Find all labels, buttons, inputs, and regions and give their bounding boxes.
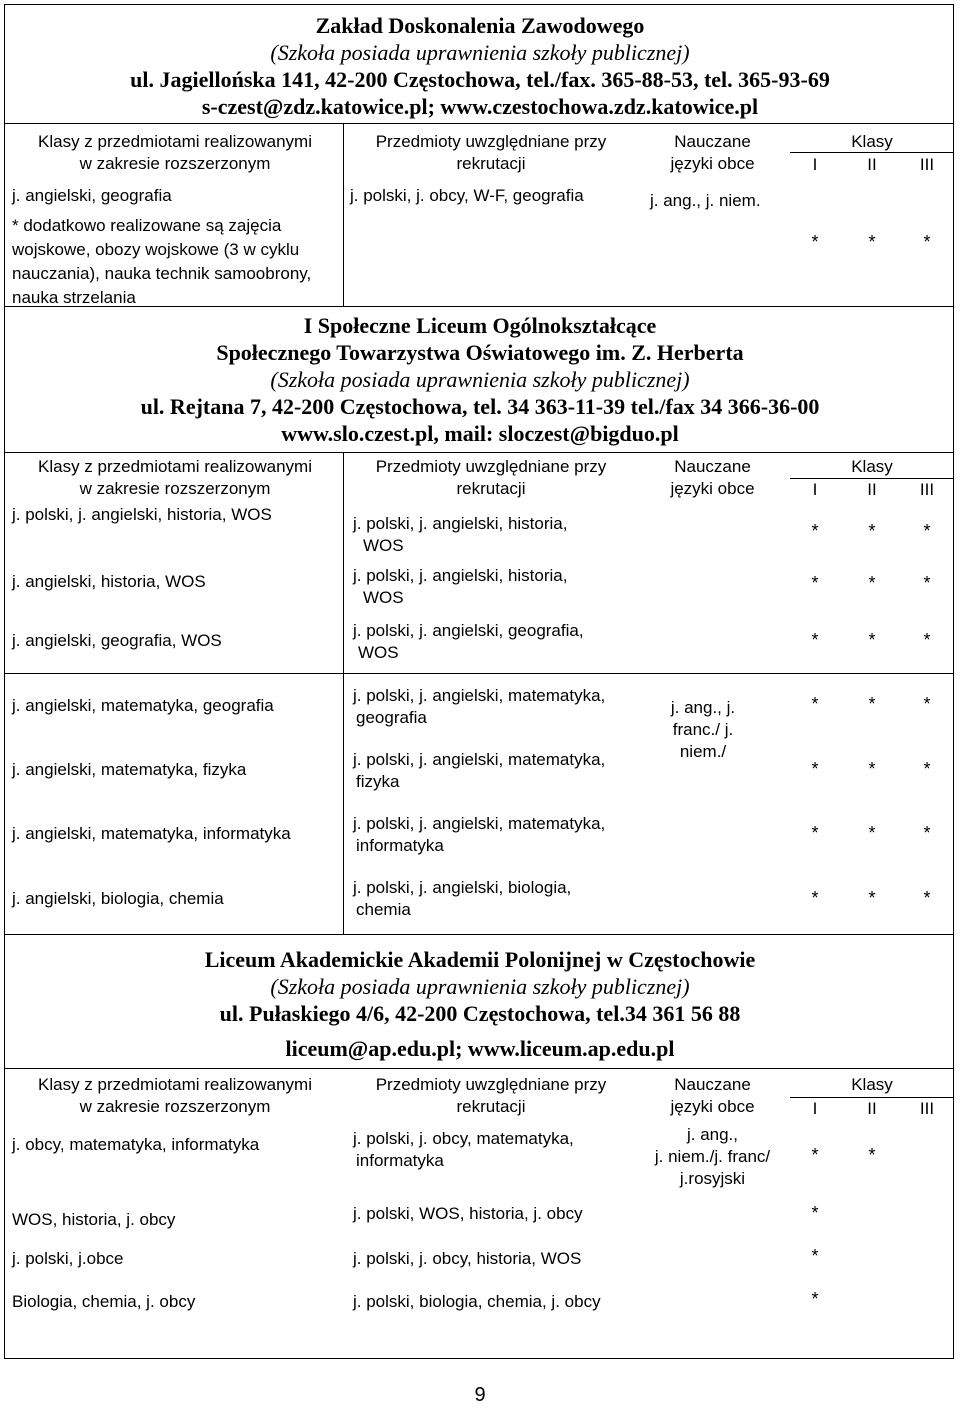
klasa-i-mark: *	[811, 1246, 819, 1266]
school-header-slo	[0, 312, 960, 447]
subjects-cell-b: WOS	[363, 588, 404, 607]
klasa-iii-mark: *	[923, 573, 931, 593]
col-header-classes	[10, 456, 340, 500]
classes-cell: j. angielski, geografia, WOS	[12, 631, 222, 650]
school-contact: www.slo.czest.pl, mail: sloczest@bigduo.pl	[281, 421, 679, 446]
header-text: Nauczane	[674, 1075, 751, 1094]
subjects-cell-b: informatyka	[356, 1151, 444, 1170]
klasa-i-mark: *	[811, 573, 819, 593]
header-text: rekrutacji	[456, 479, 526, 498]
page-number: 9	[474, 1384, 486, 1406]
subjects-cell-a: j. polski, j. obcy, matematyka,	[353, 1129, 574, 1148]
languages-cell: j. ang., j. franc./ j. niem./	[670, 698, 736, 761]
header-text: w zakresie rozszerzonym	[79, 479, 271, 498]
col-header-classes	[10, 1074, 340, 1118]
header-text: w zakresie rozszerzonym	[79, 154, 271, 173]
school-contact: liceum@ap.edu.pl; www.liceum.ap.edu.pl	[285, 1036, 675, 1061]
subjects-cell-a: j. polski, j. angielski, biologia,	[353, 878, 572, 897]
header-text: rekrutacji	[456, 1097, 526, 1116]
school-name: I Społeczne Liceum Ogólnokształcące	[303, 313, 657, 338]
divider	[5, 1068, 954, 1069]
languages-cell: j. ang., j. niem.	[650, 191, 761, 210]
classes-cell: j. angielski, historia, WOS	[12, 572, 206, 591]
school-name-2: Społecznego Towarzystwa Oświatowego im. Z. Herberta	[216, 340, 744, 365]
subjects-cell-b: WOS	[363, 536, 404, 555]
klasa-ii-mark: *	[868, 573, 876, 593]
klasa-iii-mark: *	[923, 232, 931, 252]
classes-cell: j. angielski, matematyka, fizyka	[12, 760, 247, 779]
klasa-iii-mark: *	[923, 823, 931, 843]
school-header-ap	[0, 946, 960, 1062]
col-header-k3: III	[919, 480, 935, 499]
col-header-k3: III	[919, 155, 935, 174]
school-name: Liceum Akademickie Akademii Polonijnej w Częstochowie	[204, 947, 756, 972]
subjects-cell-a: j. polski, WOS, historia, j. obcy	[353, 1204, 583, 1223]
col-header-k1: I	[812, 155, 818, 174]
subjects-cell-b: fizyka	[356, 772, 400, 791]
klasa-ii-mark: *	[868, 694, 876, 714]
col-header-k1: I	[812, 1099, 818, 1118]
col-header-classes	[10, 131, 340, 175]
classes-cell: j. angielski, matematyka, geografia	[12, 696, 274, 715]
klasa-ii-mark: *	[868, 232, 876, 252]
klasa-i-mark: *	[811, 630, 819, 650]
subjects-cell-b: WOS	[358, 643, 399, 662]
col-header-k2: II	[867, 1099, 877, 1118]
col-header-languages	[640, 456, 785, 500]
subjects-cell-a: j. polski, j. angielski, historia,	[353, 514, 568, 533]
classes-cell: j. polski, j. angielski, historia, WOS	[12, 505, 272, 524]
klasa-i-mark: *	[811, 888, 819, 908]
klasa-iii-mark: *	[923, 759, 931, 779]
classes-cell: j. angielski, matematyka, informatyka	[12, 824, 291, 843]
subjects-cell-b: chemia	[356, 900, 411, 919]
language-line: j. ang.,	[686, 1125, 739, 1144]
klasa-i-mark: *	[811, 1203, 819, 1223]
col-header-k2: II	[867, 155, 877, 174]
klasa-i-mark: *	[811, 1145, 819, 1165]
col-header-subjects	[346, 131, 636, 175]
subjects-cell: j. polski, j. obcy, W-F, geografia	[350, 186, 584, 205]
header-text: Przedmioty uwzględniane przy	[375, 132, 607, 151]
classes-cell: j. obcy, matematyka, informatyka	[12, 1135, 260, 1154]
col-header-klasy: Klasy	[851, 132, 893, 151]
divider	[5, 452, 954, 453]
header-text: języki obce	[670, 1097, 755, 1116]
klasa-i-mark: *	[811, 1289, 819, 1309]
col-header-klasy: Klasy	[851, 457, 893, 476]
header-text: Przedmioty uwzględniane przy	[375, 457, 607, 476]
klasa-i-mark: *	[811, 823, 819, 843]
klasa-ii-mark: *	[868, 823, 876, 843]
subjects-cell-b: informatyka	[356, 836, 444, 855]
language-line: j. niem./j. franc/	[654, 1147, 771, 1166]
classes-cell: j. polski, j.obce	[12, 1249, 124, 1268]
klasa-ii-mark: *	[868, 888, 876, 908]
klasa-i-mark: *	[811, 694, 819, 714]
subjects-cell-a: j. polski, j. angielski, matematyka,	[353, 814, 606, 833]
language-line: j.rosyjski	[679, 1169, 746, 1188]
school-name: Zakład Doskonalenia Zawodowego	[315, 13, 645, 38]
classes-cell: j. angielski, geografia	[12, 186, 172, 205]
col-header-k3: III	[919, 1099, 935, 1118]
school-address: ul. Pułaskiego 4/6, 42-200 Częstochowa, tel.34 361 56 88	[219, 1001, 741, 1026]
col-header-subjects	[346, 456, 636, 500]
divider	[343, 452, 344, 934]
header-text: języki obce	[670, 479, 755, 498]
klasa-i-mark: *	[811, 521, 819, 541]
school-status: (Szkoła posiada uprawnienia szkoły publicznej)	[270, 367, 690, 392]
subjects-cell-a: j. polski, j. angielski, historia,	[353, 566, 568, 585]
header-text: rekrutacji	[456, 154, 526, 173]
header-text: Nauczane	[674, 132, 751, 151]
subjects-cell-a: j. polski, j. angielski, matematyka,	[353, 750, 606, 769]
klasa-ii-mark: *	[868, 630, 876, 650]
school-contact: s-czest@zdz.katowice.pl; www.czestochowa.zdz.katowice.pl	[201, 94, 759, 119]
header-text: Nauczane	[674, 457, 751, 476]
header-text: Klasy z przedmiotami realizowanymi	[38, 1075, 312, 1094]
klasa-iii-mark: *	[923, 521, 931, 541]
col-header-subjects	[346, 1074, 636, 1118]
divider	[5, 673, 954, 674]
header-text: Przedmioty uwzględniane przy	[375, 1075, 607, 1094]
divider	[343, 123, 344, 306]
col-header-languages	[640, 131, 785, 175]
classes-cell: j. angielski, biologia, chemia	[12, 889, 224, 908]
klasa-iii-mark: *	[923, 630, 931, 650]
classes-cell: WOS, historia, j. obcy	[12, 1210, 176, 1229]
col-header-k2: II	[867, 480, 877, 499]
klasa-iii-mark: *	[923, 888, 931, 908]
klasa-iii-mark: *	[923, 694, 931, 714]
classes-cell: Biologia, chemia, j. obcy	[12, 1292, 196, 1311]
subjects-cell-a: j. polski, j. angielski, matematyka,	[353, 686, 606, 705]
header-text: Klasy z przedmiotami realizowanymi	[38, 457, 312, 476]
note-text: * dodatkowo realizowane są zajęcia wojskowe, obozy wojskowe (3 w cyklu nauczania), nauka technik samoobrony, nauka strzelania	[12, 216, 312, 307]
col-header-languages	[640, 1074, 785, 1118]
divider	[5, 123, 954, 124]
klasa-i-mark: *	[811, 759, 819, 779]
school-address: ul. Rejtana 7, 42-200 Częstochowa, tel. 34 363-11-39 tel./fax 34 366-36-00	[140, 394, 820, 419]
subjects-cell-b: geografia	[356, 708, 427, 727]
school-header-zdz	[0, 12, 960, 120]
col-header-klasy: Klasy	[851, 1075, 893, 1094]
header-text: języki obce	[670, 154, 755, 173]
school-status: (Szkoła posiada uprawnienia szkoły publicznej)	[270, 40, 690, 65]
klasa-ii-mark: *	[868, 1145, 876, 1165]
header-text: Klasy z przedmiotami realizowanymi	[38, 132, 312, 151]
klasa-i-mark: *	[811, 232, 819, 252]
school-status: (Szkoła posiada uprawnienia szkoły publicznej)	[270, 974, 690, 999]
subjects-cell-a: j. polski, j. obcy, historia, WOS	[353, 1249, 582, 1268]
col-header-k1: I	[812, 480, 818, 499]
divider	[5, 934, 954, 935]
school-address: ul. Jagiellońska 141, 42-200 Częstochowa, tel./fax. 365-88-53, tel. 365-93-69	[130, 67, 830, 92]
header-text: w zakresie rozszerzonym	[79, 1097, 271, 1116]
klasa-ii-mark: *	[868, 759, 876, 779]
languages-cell	[640, 1124, 785, 1190]
subjects-cell-a: j. polski, biologia, chemia, j. obcy	[353, 1292, 601, 1311]
subjects-cell-a: j. polski, j. angielski, geografia,	[353, 621, 584, 640]
klasa-ii-mark: *	[868, 521, 876, 541]
